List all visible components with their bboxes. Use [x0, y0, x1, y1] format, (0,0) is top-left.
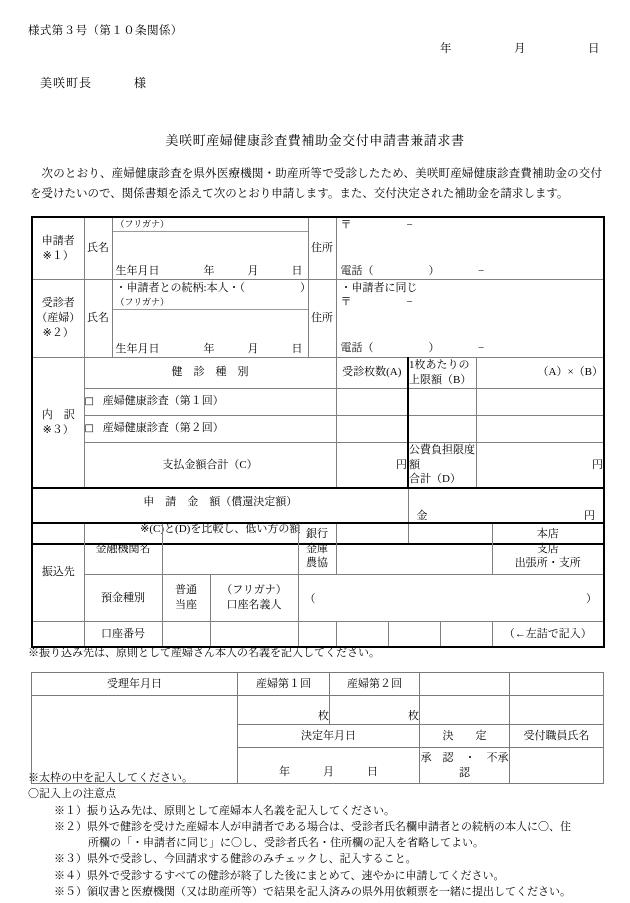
receipt-header-blank-1 [420, 673, 510, 696]
applicant-name-input[interactable] [113, 232, 308, 263]
note-item [28, 819, 618, 835]
notes-heading: 〇記入上の注意点 [28, 788, 116, 801]
note-text: 県外で受診し、今回請求する健診のみチェックし、記入すること。 [87, 853, 417, 866]
breakdown-row-1-count[interactable] [336, 415, 408, 442]
page-title: 美咲町産婦健康診査費補助金交付申請書兼請求書 [165, 133, 465, 148]
claim-title: 申 請 金 額（償還決定額） [143, 496, 298, 509]
recipient-zip-label[interactable]: 〒 − [340, 296, 413, 308]
account-digit-cell[interactable] [440, 622, 492, 648]
form-number: 様式第３号（第１０条関係） [28, 25, 183, 37]
account-number-label: 口座番号 [84, 622, 162, 648]
note-marker: ※１） [54, 804, 87, 817]
total-paid-label: 支払金額合計（C） [84, 442, 336, 488]
public-cap-unit[interactable]: 円 [476, 442, 604, 488]
footer-notes [28, 770, 618, 900]
deposit-kind-futsu[interactable]: 普通 [175, 584, 197, 597]
deposit-type-label: 預金種別 [84, 575, 162, 622]
decision-date-value[interactable]: 年 月 日 [238, 748, 420, 784]
applicant-name-cell[interactable] [112, 217, 308, 280]
recipient-label-cell [32, 280, 84, 358]
decision-options[interactable]: 承 認 ・ 不承認 [420, 748, 510, 784]
account-holder-furigana-label: （フリガナ） [221, 584, 287, 597]
note-marker: ※３） [54, 853, 87, 866]
note-text: 領収書と医療機関（又は助産所等）で結果を記入済みの県外用依頼票を一緒に提出してください。 [87, 885, 571, 898]
breakdown-row-0-type[interactable] [84, 388, 336, 415]
holder-close-paren: ） [586, 592, 598, 605]
recipient-address-input[interactable] [337, 310, 604, 340]
date-day-label: 日 [588, 43, 600, 55]
note-text: 振り込み先は、原則として産婦本人名義を記入してください。 [87, 804, 395, 817]
applicant-dob-label[interactable]: 生年月日 年 月 日 [115, 265, 303, 277]
transfer-note: ※振り込み先は、原則として産婦さん本人の名義を記入してください。 [28, 647, 380, 659]
breakdown-row-1-type[interactable] [84, 415, 336, 442]
account-digit-cell[interactable] [210, 622, 298, 648]
bold-frame-note: ※太枠の中を記入してください。 [28, 772, 193, 784]
account-holder-label-cell [210, 575, 298, 622]
recipient-tel-label[interactable]: 電話（ ） − [340, 342, 485, 354]
receipt-count-blank-1 [420, 696, 510, 725]
account-holder-label: 口座名義人 [226, 599, 282, 611]
holder-open-paren: （ [304, 592, 316, 605]
branch-type-branch[interactable]: 支店 [536, 542, 559, 555]
breakdown-row-0-cap[interactable] [408, 388, 476, 415]
bank-institution-types[interactable] [298, 523, 336, 575]
public-cap-label [408, 442, 476, 488]
applicant-label-cell [32, 217, 84, 280]
note-item [28, 868, 618, 884]
breakdown-row-1-label: 産婦健康診査（第２回） [102, 422, 224, 435]
application-main-table [31, 216, 605, 545]
total-paid-unit[interactable]: 円 [336, 442, 408, 488]
bank-institution-input[interactable] [162, 523, 298, 575]
accept-date-label: 受理年月日 [32, 673, 238, 696]
applicant-label-line2: ※１） [42, 249, 74, 262]
note-item [28, 884, 618, 900]
checkbox-icon[interactable]: □ [84, 423, 94, 435]
date-line [440, 40, 600, 56]
breakdown-col-count: 受診枚数(A) [336, 358, 408, 389]
recipient-address-cell[interactable] [336, 280, 604, 358]
account-holder-input-cell[interactable] [298, 575, 604, 622]
breakdown-label-line2: ※３） [42, 423, 74, 436]
bank-type-shinkin[interactable]: 金庫 [306, 542, 328, 555]
bank-institution-row [32, 523, 604, 575]
claim-amount-prefix: 金 [416, 509, 428, 522]
second-visit-sheets[interactable]: 枚 [330, 696, 420, 725]
account-digit-cell[interactable] [298, 622, 336, 648]
recipient-furigana-label: （フリガナ） [113, 296, 308, 310]
branch-type-head-office[interactable]: 本店 [536, 527, 559, 540]
date-month-label: 月 [514, 43, 526, 55]
checkbox-icon[interactable]: □ [84, 396, 94, 408]
applicant-label-line1: 申請者 [41, 234, 75, 247]
breakdown-row-0-label: 産婦健康診査（第１回） [102, 395, 224, 408]
applicant-furigana-label: （フリガナ） [113, 218, 308, 232]
second-visit-label: 産婦第２回 [330, 673, 420, 696]
branch-type-sub-office[interactable]: 出張所・支所 [514, 557, 581, 570]
intro-paragraph: 次のとおり、産婦健康診査を県外医療機関・助産所等で受診したため、美咲町産婦健康診査費補助金の交付を受けたいので、関係書類を添えて次のとおり申請します。また、交付決定された補助金を請求します。 [30, 168, 602, 200]
recipient-label-line2: （産婦） [36, 312, 81, 325]
bank-institution-label: 金融機関名 [84, 523, 162, 575]
applicant-address-label: 住所 [308, 217, 336, 280]
note-marker: ※４） [54, 869, 87, 882]
addressee-line [40, 74, 147, 91]
account-number-row [32, 622, 604, 648]
breakdown-label-cell [32, 358, 84, 489]
breakdown-col-type: 健 診 種 別 [84, 358, 336, 389]
recipient-label-line3: ※２） [42, 326, 74, 339]
breakdown-row [32, 388, 604, 415]
breakdown-row-1-product[interactable] [476, 415, 604, 442]
breakdown-col-cap-line1: 1枚あたりの [409, 359, 470, 371]
addressee-honorific: 様 [134, 76, 148, 90]
applicant-address-input[interactable] [337, 233, 604, 263]
applicant-name-label: 氏名 [84, 217, 112, 280]
recipient-name-label: 氏名 [84, 280, 112, 358]
note-text: 県外で受診するすべての健診が終了した後にまとめて、速やかに申請してください。 [87, 869, 505, 882]
claim-amount-unit: 円 [584, 509, 595, 522]
receipt-count-blank-2 [510, 696, 604, 725]
breakdown-label-line1: 内 訳 [41, 408, 75, 421]
breakdown-header-row [32, 358, 604, 389]
public-cap-label-line1: 公費負担限度額 [409, 443, 475, 471]
public-cap-label-line2: 合計（D） [409, 473, 461, 486]
recipient-name-input[interactable] [113, 310, 308, 341]
breakdown-col-product: （A）×（B） [476, 358, 604, 389]
breakdown-col-cap-line2: 上限額（B） [409, 373, 472, 386]
recipient-same-as-applicant[interactable]: ・申請者に同じ [340, 282, 418, 294]
breakdown-total-row [32, 442, 604, 488]
note-item [28, 851, 618, 867]
account-digit-cell[interactable] [388, 622, 440, 648]
note-continuation: 所欄の「・申請者に同じ」に〇し、受診者氏名・住所欄の記入を省略してよい。 [88, 837, 484, 850]
receipt-header-blank-2 [510, 673, 604, 696]
bank-transfer-table [31, 522, 605, 648]
first-visit-sheets[interactable]: 枚 [238, 696, 330, 725]
breakdown-row-0-product[interactable] [476, 388, 604, 415]
recipient-label-line1: 受診者 [41, 297, 75, 310]
bank-deposit-row [32, 575, 604, 622]
recipient-address-label: 住所 [308, 280, 336, 358]
staff-name-label: 受付職員氏名 [510, 725, 604, 748]
note-marker: ※５） [54, 885, 87, 898]
bank-type-bank[interactable]: 銀行 [306, 527, 328, 540]
note-item [28, 803, 618, 819]
applicant-row [32, 217, 604, 280]
bank-label: 振込先 [32, 523, 84, 622]
bank-branch-types[interactable] [492, 523, 604, 575]
bank-type-nokyo[interactable]: 農協 [306, 557, 328, 570]
decision-date-label: 決定年月日 [238, 725, 420, 748]
recipient-dob-label[interactable]: 生年月日 年 月 日 [115, 343, 303, 355]
deposit-kind-toza[interactable]: 当座 [175, 599, 197, 611]
receipt-count-row [32, 696, 604, 725]
breakdown-col-cap [408, 358, 476, 389]
date-year-label: 年 [440, 43, 452, 55]
deposit-kind-cell[interactable] [162, 575, 210, 622]
claim-note: ※(C)と(D)を比較し、低い方の額 [140, 523, 301, 536]
decision-label: 決 定 [420, 725, 510, 748]
addressee-name: 美咲町長 [40, 76, 93, 90]
applicant-address-cell[interactable] [336, 217, 604, 280]
recipient-relation-label[interactable]: ・申請者との続柄:本人・（ ） [115, 282, 312, 294]
note-marker: ※２） [54, 820, 87, 833]
breakdown-row-1-cap[interactable] [408, 415, 476, 442]
applicant-tel-label[interactable]: 電話（ ） − [340, 265, 485, 277]
breakdown-row-0-count[interactable] [336, 388, 408, 415]
account-number-hint: （←左詰で記入） [492, 622, 604, 648]
recipient-row [32, 280, 604, 358]
account-digit-cell[interactable] [336, 622, 388, 648]
note-text: 県外で健診を受けた産婦本人が申請者である場合は、受診者氏名欄申請者との続柄の本人に〇、住 [87, 820, 571, 833]
account-digit-cell[interactable] [162, 622, 210, 648]
first-visit-label: 産婦第１回 [238, 673, 330, 696]
recipient-name-cell[interactable] [112, 280, 312, 358]
breakdown-row [32, 415, 604, 442]
bank-branch-input[interactable] [336, 523, 492, 575]
office-use-table [31, 672, 604, 784]
applicant-zip-label[interactable]: 〒 − [340, 219, 413, 231]
receipt-header-row [32, 673, 604, 696]
